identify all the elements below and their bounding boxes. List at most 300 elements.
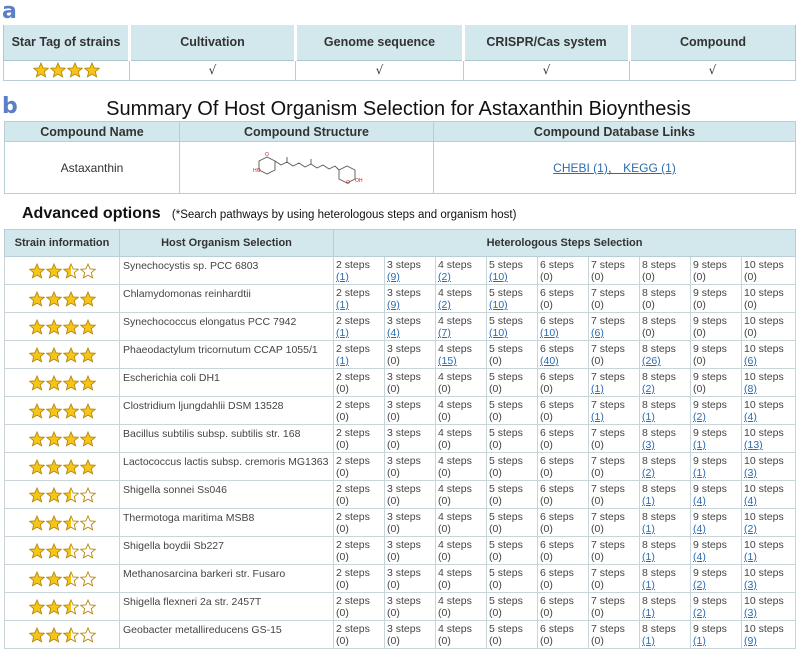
step-count: (0) <box>387 551 400 563</box>
step-cell <box>334 425 385 453</box>
step-count: (0) <box>387 411 400 423</box>
step-label: 10 steps <box>744 315 784 327</box>
star-full-icon <box>46 487 62 503</box>
strain-rating-cell <box>5 481 120 509</box>
step-label: 6 steps <box>540 399 574 411</box>
strain-row <box>5 537 796 565</box>
step-cell <box>538 593 589 621</box>
step-label: 8 steps <box>642 315 676 327</box>
step-count: (0) <box>489 495 502 507</box>
step-label: 2 steps <box>336 343 370 355</box>
step-label: 9 steps <box>693 567 727 579</box>
step-cell <box>385 341 436 369</box>
strain-rating-cell <box>5 509 120 537</box>
step-count: (0) <box>642 327 655 339</box>
step-cell <box>742 593 796 621</box>
step-label: 9 steps <box>693 343 727 355</box>
step-count-link[interactable]: (1) <box>336 271 349 283</box>
step-label: 4 steps <box>438 259 472 271</box>
step-count: (0) <box>336 411 349 423</box>
step-label: 9 steps <box>693 287 727 299</box>
step-count: (0) <box>489 607 502 619</box>
star-full-icon <box>29 319 45 335</box>
step-cell <box>385 621 436 649</box>
step-count-link[interactable]: (3) <box>744 579 757 591</box>
step-count-link[interactable]: (2) <box>438 299 451 311</box>
host-organism-name: Escherichia coli DH1 <box>120 369 334 397</box>
step-label: 9 steps <box>693 539 727 551</box>
star-full-icon <box>80 459 96 475</box>
step-cell <box>742 341 796 369</box>
star-full-icon <box>63 347 79 363</box>
star-full-icon <box>63 431 79 447</box>
compound-name: Astaxanthin <box>5 142 180 194</box>
star-full-icon <box>29 347 45 363</box>
step-cell <box>742 565 796 593</box>
strain-row <box>5 453 796 481</box>
step-label: 5 steps <box>489 427 523 439</box>
step-label: 9 steps <box>693 595 727 607</box>
step-label: 3 steps <box>387 399 421 411</box>
step-label: 4 steps <box>438 595 472 607</box>
step-cell <box>487 621 538 649</box>
star-full-icon <box>29 403 45 419</box>
summary-value-row <box>4 60 796 80</box>
step-label: 3 steps <box>387 539 421 551</box>
star-rating <box>29 459 96 475</box>
header-database-links: Compound Database Links <box>434 122 796 142</box>
star-full-icon <box>29 515 45 531</box>
step-count-link[interactable]: (1) <box>642 607 655 619</box>
step-label: 5 steps <box>489 595 523 607</box>
star-full-icon <box>63 459 79 475</box>
step-count: (0) <box>438 467 451 479</box>
star-empty-icon <box>80 263 96 279</box>
step-label: 6 steps <box>540 539 574 551</box>
step-label: 7 steps <box>591 259 625 271</box>
step-cell <box>538 509 589 537</box>
strain-row <box>5 425 796 453</box>
step-count-link[interactable]: (4) <box>693 551 706 563</box>
step-count-link[interactable]: (1) <box>693 467 706 479</box>
star-full-icon <box>29 291 45 307</box>
step-count-link[interactable]: (3) <box>744 607 757 619</box>
step-count-link[interactable]: (10) <box>489 271 508 283</box>
step-label: 10 steps <box>744 343 784 355</box>
step-count-link[interactable]: (10) <box>489 327 508 339</box>
step-count-link[interactable]: (6) <box>591 327 604 339</box>
step-label: 4 steps <box>438 567 472 579</box>
step-label: 8 steps <box>642 371 676 383</box>
step-label: 6 steps <box>540 483 574 495</box>
star-rating <box>29 599 96 615</box>
step-count: (0) <box>438 523 451 535</box>
star-rating-cell <box>4 60 130 80</box>
panel-a-label: a <box>2 0 17 24</box>
astaxanthin-structure-icon <box>251 151 363 185</box>
step-label: 9 steps <box>693 427 727 439</box>
star-full-icon <box>63 403 79 419</box>
step-count: (0) <box>591 579 604 591</box>
step-label: 7 steps <box>591 427 625 439</box>
step-cell <box>538 453 589 481</box>
step-count-link[interactable]: (4) <box>744 495 757 507</box>
step-cell <box>538 257 589 285</box>
step-cell <box>589 341 640 369</box>
step-label: 8 steps <box>642 595 676 607</box>
step-count: (0) <box>693 271 706 283</box>
strain-tag-summary-table <box>3 25 796 81</box>
step-count: (0) <box>336 635 349 647</box>
step-label: 6 steps <box>540 567 574 579</box>
step-count: (0) <box>540 523 553 535</box>
step-cell <box>589 397 640 425</box>
star-empty-icon <box>80 599 96 615</box>
step-count-link[interactable]: (1) <box>591 383 604 395</box>
step-count: (0) <box>489 635 502 647</box>
strain-row <box>5 481 796 509</box>
step-cell <box>436 565 487 593</box>
step-cell <box>334 621 385 649</box>
step-cell <box>436 621 487 649</box>
step-count-link[interactable]: (1) <box>693 439 706 451</box>
step-count-link[interactable]: (2) <box>642 467 655 479</box>
step-cell <box>691 257 742 285</box>
step-cell <box>436 313 487 341</box>
star-full-icon <box>46 375 62 391</box>
step-label: 4 steps <box>438 427 472 439</box>
strain-selection-table <box>4 229 796 649</box>
step-label: 10 steps <box>744 567 784 579</box>
step-count-link[interactable]: (3) <box>744 467 757 479</box>
step-label: 2 steps <box>336 399 370 411</box>
host-organism-name: Shigella sonnei Ss046 <box>120 481 334 509</box>
step-label: 6 steps <box>540 427 574 439</box>
step-count-link[interactable]: (1) <box>642 495 655 507</box>
step-cell <box>640 425 691 453</box>
step-cell <box>640 313 691 341</box>
step-label: 6 steps <box>540 511 574 523</box>
step-count: (0) <box>540 411 553 423</box>
step-count: (0) <box>336 523 349 535</box>
step-count: (0) <box>489 439 502 451</box>
step-label: 3 steps <box>387 427 421 439</box>
step-count-link[interactable]: (2) <box>642 383 655 395</box>
step-cell <box>487 593 538 621</box>
star-rating <box>29 263 96 279</box>
step-label: 8 steps <box>642 259 676 271</box>
step-cell <box>640 481 691 509</box>
star-rating <box>29 515 96 531</box>
step-count-link[interactable]: (9) <box>387 271 400 283</box>
step-cell <box>640 397 691 425</box>
step-label: 5 steps <box>489 259 523 271</box>
step-label: 10 steps <box>744 483 784 495</box>
step-label: 3 steps <box>387 623 421 635</box>
step-cell <box>589 313 640 341</box>
step-cell <box>334 593 385 621</box>
step-label: 6 steps <box>540 259 574 271</box>
step-cell <box>742 425 796 453</box>
step-label: 2 steps <box>336 511 370 523</box>
step-label: 3 steps <box>387 287 421 299</box>
step-cell <box>691 369 742 397</box>
step-count: (0) <box>489 551 502 563</box>
step-label: 7 steps <box>591 315 625 327</box>
star-full-icon <box>84 62 100 78</box>
step-cell <box>640 369 691 397</box>
strain-row <box>5 313 796 341</box>
step-cell <box>640 621 691 649</box>
step-label: 9 steps <box>693 259 727 271</box>
step-count-link[interactable]: (2) <box>693 411 706 423</box>
step-cell <box>334 565 385 593</box>
step-label: 6 steps <box>540 623 574 635</box>
header-heterologous-steps: Heterologous Steps Selection <box>334 230 796 257</box>
step-label: 9 steps <box>693 483 727 495</box>
step-cell <box>640 565 691 593</box>
step-label: 9 steps <box>693 315 727 327</box>
host-organism-name: Clostridium ljungdahlii DSM 13528 <box>120 397 334 425</box>
step-label: 4 steps <box>438 371 472 383</box>
step-label: 2 steps <box>336 539 370 551</box>
step-cell <box>436 593 487 621</box>
step-cell <box>487 341 538 369</box>
star-empty-icon <box>80 515 96 531</box>
star-full-icon <box>29 459 45 475</box>
star-full-icon <box>29 263 45 279</box>
star-full-icon <box>29 599 45 615</box>
step-count: (0) <box>591 523 604 535</box>
step-count-link[interactable]: (1) <box>336 299 349 311</box>
step-label: 10 steps <box>744 595 784 607</box>
step-cell <box>385 453 436 481</box>
step-label: 5 steps <box>489 539 523 551</box>
step-label: 8 steps <box>642 511 676 523</box>
host-organism-name: Lactococcus lactis subsp. cremoris MG1363 <box>120 453 334 481</box>
compound-structure-image[interactable] <box>180 142 434 194</box>
cultivation-check <box>130 60 296 80</box>
step-count: (0) <box>438 579 451 591</box>
strain-rating-cell <box>5 397 120 425</box>
step-cell <box>487 565 538 593</box>
star-full-icon <box>63 319 79 335</box>
step-count: (0) <box>387 439 400 451</box>
strain-rating-cell <box>5 257 120 285</box>
step-count: (0) <box>540 271 553 283</box>
step-cell <box>538 285 589 313</box>
step-count: (0) <box>438 383 451 395</box>
step-count: (0) <box>438 495 451 507</box>
step-cell <box>589 481 640 509</box>
svg-text:OH: OH <box>354 177 363 184</box>
step-count-link[interactable]: (7) <box>438 327 451 339</box>
step-count-link[interactable]: (4) <box>693 495 706 507</box>
step-count-link[interactable]: (1) <box>642 635 655 647</box>
step-cell <box>436 537 487 565</box>
step-count-link[interactable]: (13) <box>744 439 763 451</box>
step-cell <box>691 537 742 565</box>
summary-header-row <box>4 25 796 60</box>
step-cell <box>742 285 796 313</box>
step-label: 8 steps <box>642 343 676 355</box>
svg-text:O: O <box>264 151 269 158</box>
step-label: 8 steps <box>642 539 676 551</box>
step-label: 3 steps <box>387 455 421 467</box>
star-full-icon <box>46 459 62 475</box>
strain-row <box>5 509 796 537</box>
step-count-link[interactable]: (9) <box>744 635 757 647</box>
step-count-link[interactable]: (10) <box>540 327 559 339</box>
step-cell <box>691 285 742 313</box>
step-label: 2 steps <box>336 427 370 439</box>
header-cultivation: Cultivation <box>130 25 296 60</box>
step-count: (0) <box>387 523 400 535</box>
step-cell <box>334 481 385 509</box>
step-label: 2 steps <box>336 287 370 299</box>
check-mark: √ <box>375 63 384 77</box>
step-count-link[interactable]: (4) <box>693 523 706 535</box>
step-label: 10 steps <box>744 427 784 439</box>
step-count-link[interactable]: (3) <box>642 439 655 451</box>
step-count-link[interactable]: (9) <box>387 299 400 311</box>
step-cell <box>691 313 742 341</box>
step-label: 2 steps <box>336 483 370 495</box>
step-cell <box>589 593 640 621</box>
star-rating <box>29 347 96 363</box>
step-count: (0) <box>591 551 604 563</box>
step-label: 9 steps <box>693 455 727 467</box>
star-rating <box>29 627 96 643</box>
star-full-icon <box>29 431 45 447</box>
step-count-link[interactable]: (2) <box>744 523 757 535</box>
step-count-link[interactable]: (6) <box>744 355 757 367</box>
step-cell <box>385 537 436 565</box>
star-full-icon <box>46 291 62 307</box>
step-cell <box>589 621 640 649</box>
step-cell <box>487 397 538 425</box>
step-count: (0) <box>744 271 757 283</box>
step-cell <box>436 397 487 425</box>
step-label: 4 steps <box>438 623 472 635</box>
step-cell <box>436 481 487 509</box>
step-cell <box>742 453 796 481</box>
step-label: 2 steps <box>336 315 370 327</box>
step-cell <box>589 257 640 285</box>
star-empty-icon <box>80 571 96 587</box>
step-count: (0) <box>438 411 451 423</box>
step-cell <box>334 285 385 313</box>
strain-rating-cell <box>5 341 120 369</box>
step-count: (0) <box>693 299 706 311</box>
step-count-link[interactable]: (15) <box>438 355 457 367</box>
svg-text:O: O <box>345 179 350 185</box>
step-count-link[interactable]: (4) <box>387 327 400 339</box>
check-mark: √ <box>708 63 717 77</box>
step-label: 5 steps <box>489 483 523 495</box>
step-count: (0) <box>489 383 502 395</box>
step-count: (0) <box>336 607 349 619</box>
step-count-link[interactable]: (1) <box>336 355 349 367</box>
step-count-link[interactable]: (1) <box>693 635 706 647</box>
star-full-icon <box>67 62 83 78</box>
star-full-icon <box>46 263 62 279</box>
step-count-link[interactable]: (4) <box>744 411 757 423</box>
step-count-link[interactable]: (2) <box>438 271 451 283</box>
step-count: (0) <box>489 467 502 479</box>
database-links[interactable]: CHEBI (1)， KEGG (1) <box>553 161 676 175</box>
star-full-icon <box>29 571 45 587</box>
step-label: 2 steps <box>336 623 370 635</box>
step-cell <box>385 565 436 593</box>
step-cell <box>436 509 487 537</box>
step-count: (0) <box>489 355 502 367</box>
step-cell <box>436 369 487 397</box>
step-cell <box>589 565 640 593</box>
step-label: 4 steps <box>438 343 472 355</box>
step-count-link[interactable]: (1) <box>642 411 655 423</box>
step-count-link[interactable]: (2) <box>693 607 706 619</box>
step-count-link[interactable]: (26) <box>642 355 661 367</box>
star-empty-icon <box>80 487 96 503</box>
star-full-icon <box>63 291 79 307</box>
step-cell <box>640 453 691 481</box>
step-cell <box>385 509 436 537</box>
step-cell <box>691 397 742 425</box>
step-count-link[interactable]: (8) <box>744 383 757 395</box>
step-count-link[interactable]: (1) <box>642 523 655 535</box>
header-star-tag: Star Tag of strains <box>4 25 130 60</box>
step-count-link[interactable]: (1) <box>336 327 349 339</box>
step-cell <box>385 397 436 425</box>
header-compound: Compound <box>630 25 796 60</box>
step-count: (0) <box>387 635 400 647</box>
step-count: (0) <box>540 579 553 591</box>
step-count: (0) <box>336 495 349 507</box>
step-cell <box>487 453 538 481</box>
step-label: 3 steps <box>387 371 421 383</box>
step-label: 7 steps <box>591 511 625 523</box>
step-cell <box>487 481 538 509</box>
step-count-link[interactable]: (40) <box>540 355 559 367</box>
header-compound-name: Compound Name <box>5 122 180 142</box>
step-count-link[interactable]: (1) <box>642 579 655 591</box>
host-organism-name: Shigella flexneri 2a str. 2457T <box>120 593 334 621</box>
step-count: (0) <box>642 271 655 283</box>
crispr-check <box>464 60 630 80</box>
step-cell <box>691 509 742 537</box>
host-organism-name: Methanosarcina barkeri str. Fusaro <box>120 565 334 593</box>
step-count-link[interactable]: (10) <box>489 299 508 311</box>
step-label: 10 steps <box>744 287 784 299</box>
panel-b-label: b <box>2 94 18 119</box>
step-cell <box>538 369 589 397</box>
step-count-link[interactable]: (1) <box>642 551 655 563</box>
step-label: 8 steps <box>642 287 676 299</box>
host-organism-name: Thermotoga maritima MSB8 <box>120 509 334 537</box>
star-rating <box>29 375 96 391</box>
step-count-link[interactable]: (1) <box>591 411 604 423</box>
star-full-icon <box>46 571 62 587</box>
step-count: (0) <box>540 495 553 507</box>
host-organism-name: Bacillus subtilis subsp. subtilis str. 168 <box>120 425 334 453</box>
star-rating <box>29 319 96 335</box>
step-label: 7 steps <box>591 483 625 495</box>
strain-rating-cell <box>5 453 120 481</box>
step-count-link[interactable]: (1) <box>744 551 757 563</box>
step-count-link[interactable]: (2) <box>693 579 706 591</box>
step-cell <box>385 425 436 453</box>
